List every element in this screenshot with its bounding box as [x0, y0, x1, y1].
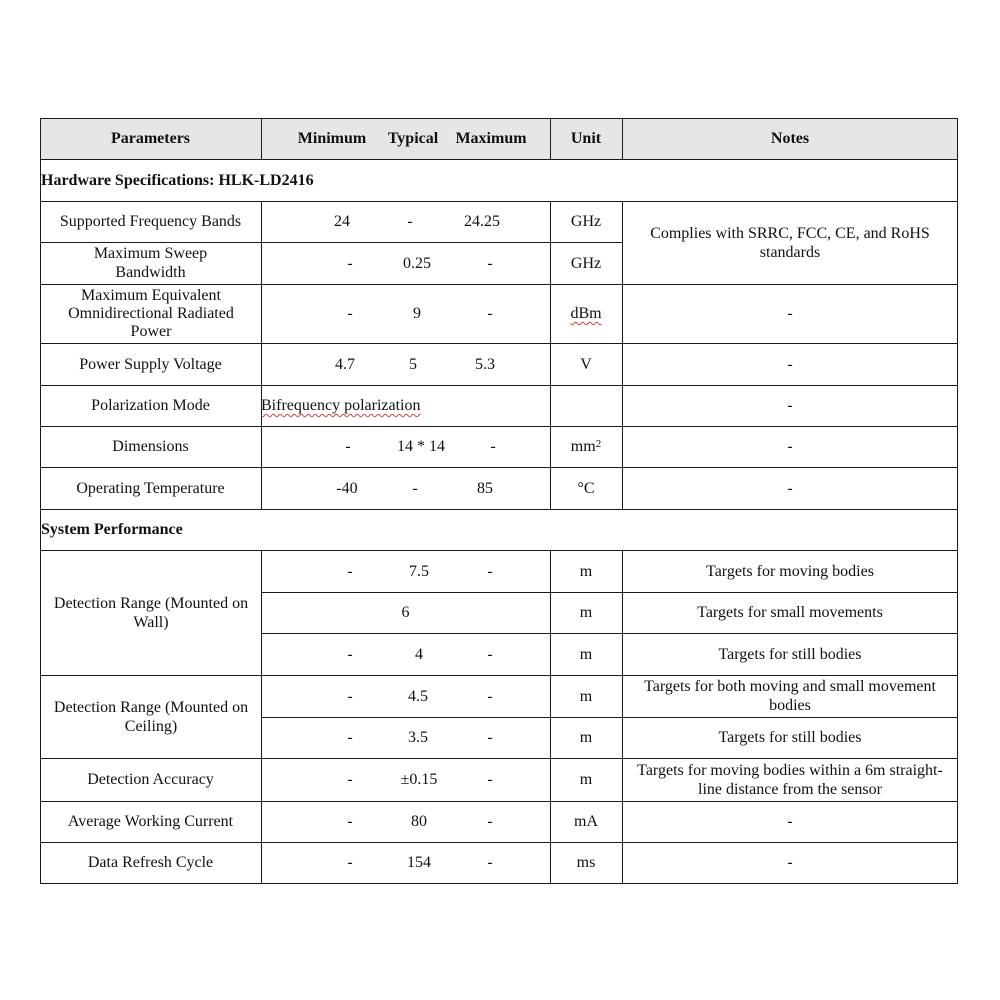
param-polarization-mode: Polarization Mode: [91, 397, 210, 414]
wall-still-max: -: [487, 645, 493, 663]
freq-unit: GHz: [570, 213, 602, 230]
refresh-typ: 154: [407, 854, 431, 871]
refresh-unit: ms: [576, 854, 596, 871]
ceiling-both-typ: 4.5: [408, 687, 428, 705]
refresh-max: -: [487, 854, 493, 871]
table-border-bottom: [40, 883, 958, 884]
eirp-unit: dBm: [570, 305, 602, 322]
ceiling-still-note: Targets for still bodies: [718, 729, 862, 746]
wall-small-value: 6: [401, 604, 410, 621]
ceiling-still-unit: m: [579, 729, 593, 746]
refresh-note: -: [787, 854, 793, 871]
wall-still-unit: m: [579, 645, 593, 663]
wall-moving-max: -: [487, 562, 493, 580]
param-detection-range-wall: Detection Range (Mounted on Wall): [53, 594, 249, 631]
sweep-typ: 0.25: [403, 254, 431, 272]
eirp-max: -: [487, 305, 493, 322]
section-title-performance: System Performance: [41, 521, 183, 538]
wall-small-note: Targets for small movements: [697, 604, 883, 621]
voltage-note: -: [787, 355, 793, 373]
current-max: -: [487, 813, 493, 830]
param-dimensions: Dimensions: [112, 438, 189, 455]
header-minimum: Minimum: [297, 130, 367, 147]
voltage-max: 5.3: [475, 355, 495, 373]
accuracy-max: -: [487, 771, 493, 788]
header-typical: Typical: [387, 130, 439, 147]
dims-min: -: [345, 438, 351, 455]
eirp-typ: 9: [413, 305, 421, 322]
polarization-note: -: [787, 397, 793, 414]
freq-min: 24: [334, 213, 350, 230]
temp-min: -40: [336, 479, 358, 497]
wall-moving-unit: m: [579, 562, 593, 580]
ceiling-both-min: -: [347, 687, 353, 705]
header-maximum: Maximum: [455, 130, 527, 147]
ceiling-both-unit: m: [579, 687, 593, 705]
freq-max: 24.25: [464, 213, 500, 230]
sweep-max: -: [487, 254, 493, 272]
col-line: [261, 118, 262, 159]
refresh-min: -: [347, 854, 353, 871]
current-typ: 80: [411, 813, 427, 830]
accuracy-min: -: [347, 771, 353, 788]
eirp-min: -: [347, 305, 353, 322]
dims-typ: 14 * 14: [397, 438, 445, 455]
sweep-min: -: [347, 254, 353, 272]
dims-max: -: [490, 438, 496, 455]
wall-moving-min: -: [347, 562, 353, 580]
voltage-typ: 5: [409, 355, 417, 373]
temp-typ: -: [412, 479, 418, 497]
header-unit: Unit: [570, 130, 602, 147]
eirp-note: -: [787, 305, 793, 322]
wall-moving-typ: 7.5: [409, 562, 429, 580]
ceiling-both-note: Targets for both moving and small movement bodies: [644, 678, 936, 714]
polarization-value: Bifrequency polarization: [261, 397, 421, 414]
wall-still-typ: 4: [415, 645, 423, 663]
param-detection-accuracy: Detection Accuracy: [87, 771, 214, 788]
temp-note: -: [787, 479, 793, 497]
header-notes: Notes: [770, 130, 810, 147]
temp-max: 85: [477, 479, 493, 497]
ceiling-still-min: -: [347, 729, 353, 746]
ceiling-both-max: -: [487, 687, 493, 705]
param-working-current: Average Working Current: [67, 813, 234, 830]
wall-moving-note: Targets for moving bodies: [706, 562, 874, 580]
header-parameters: Parameters: [110, 130, 191, 147]
current-min: -: [347, 813, 353, 830]
param-sweep-bandwidth: Maximum Sweep Bandwidth: [93, 245, 208, 281]
sweep-unit: GHz: [570, 254, 602, 272]
accuracy-unit: m: [579, 771, 593, 788]
voltage-min: 4.7: [335, 355, 355, 373]
shared-compliance-note: Complies with SRRC, FCC, CE, and RoHS standards: [650, 224, 930, 261]
current-note: -: [787, 813, 793, 830]
param-frequency-bands: Supported Frequency Bands: [59, 213, 242, 230]
ceiling-still-typ: 3.5: [408, 729, 428, 746]
dims-unit: mm $^2$: [570, 438, 602, 455]
freq-typ: -: [407, 213, 413, 230]
param-eirp: Maximum Equivalent Omnidirectional Radiated Power: [68, 286, 234, 340]
accuracy-typ: ±0.15: [400, 771, 438, 788]
ceiling-still-max: -: [487, 729, 493, 746]
dims-note: -: [787, 438, 793, 455]
col-line: [261, 201, 262, 509]
voltage-unit: V: [580, 355, 592, 373]
param-data-refresh-cycle: Data Refresh Cycle: [87, 854, 214, 871]
spec-table: [40, 118, 958, 884]
current-unit: mA: [574, 813, 598, 830]
param-supply-voltage: Power Supply Voltage: [79, 355, 222, 373]
temp-unit: °C: [577, 479, 595, 497]
wall-small-unit: m: [579, 604, 593, 621]
accuracy-note: Targets for moving bodies within a 6m straight-line distance from the sensor: [637, 761, 943, 798]
section-title-hardware: Hardware Specifications: HLK-LD2416: [41, 171, 314, 189]
wall-still-min: -: [347, 645, 353, 663]
wall-still-note: Targets for still bodies: [718, 645, 862, 663]
param-operating-temperature: Operating Temperature: [76, 479, 225, 497]
param-detection-range-ceiling: Detection Range (Mounted on Ceiling): [53, 698, 249, 735]
